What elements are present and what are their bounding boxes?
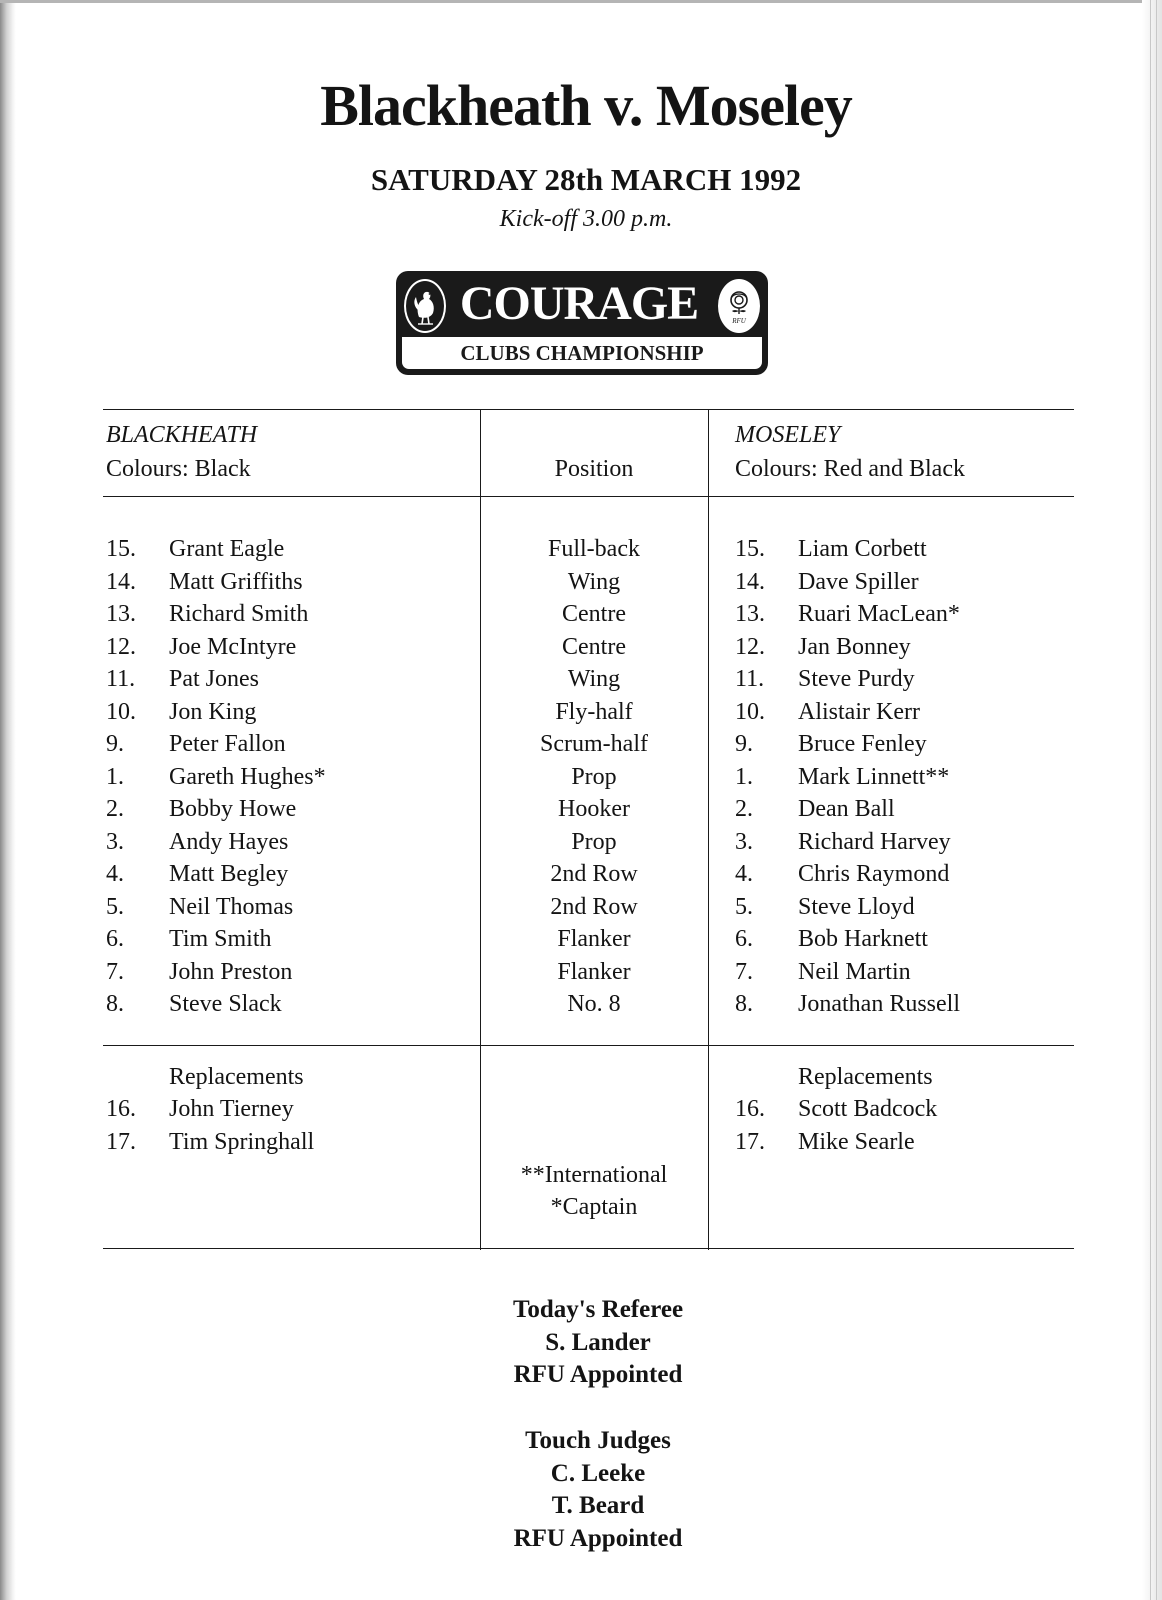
home-player-row [106,891,466,924]
home-player-row [106,761,466,794]
home-player-list [106,533,466,1021]
shirt-number: 17. [735,1128,765,1155]
international-key: **International [520,1162,668,1188]
home-player-row [106,988,466,1021]
position-label: Flanker [557,926,631,952]
shirt-number: 14. [735,568,765,595]
player-name: Neil Martin [798,958,911,985]
player-name: Steve Lloyd [798,893,915,920]
away-player-row [735,533,1065,566]
position-label: Wing [567,666,621,692]
kickoff-time: Kick-off 3.00 p.m. [499,206,673,232]
position-label: Hooker [558,796,630,822]
home-player-row [106,663,466,696]
shirt-number: 9. [106,731,124,757]
shirt-number: 15. [106,536,136,562]
position-label: Prop [571,828,617,855]
home-player-row [106,566,466,599]
player-name: John Preston [169,958,293,985]
away-player-row [735,696,1065,729]
player-name: Joe McIntyre [169,633,297,660]
home-team-name: BLACKHEATH [106,422,258,448]
away-player-row [735,631,1065,664]
position-label: Full-back [548,536,640,562]
player-name: Jon King [169,698,257,725]
touch-judge-1: C. Leeke [550,1459,646,1487]
away-replacement-row [735,1126,1065,1159]
shirt-number: 2. [106,796,124,822]
table-top-rule [103,409,1074,410]
away-replacements-label: Replacements [798,1064,933,1090]
logo-wordmark: COURAGE [459,277,699,330]
courage-championship-logo [396,271,768,375]
position-label: Centre [562,601,626,627]
player-name: Andy Hayes [169,828,289,855]
shirt-number: 6. [735,926,753,952]
away-player-row [735,598,1065,631]
player-name: Bobby Howe [169,796,297,822]
position-label: Centre [562,633,626,660]
away-player-row [735,891,1065,924]
player-name: Peter Fallon [169,731,286,757]
shirt-number: 10. [106,698,136,725]
position-label: Prop [571,763,617,790]
shirt-number: 7. [106,958,124,985]
player-name: Liam Corbett [798,536,927,562]
home-player-row [106,956,466,989]
home-player-row [106,696,466,729]
position-label: Scrum-half [540,731,648,757]
player-name: Neil Thomas [169,893,294,920]
shirt-number: 15. [735,536,765,562]
player-name: Steve Slack [169,991,282,1017]
away-player-row [735,761,1065,794]
player-name: Dean Ball [798,796,895,822]
touch-judges-heading: Touch Judges [525,1427,671,1454]
touch-judges-note: RFU Appointed [513,1524,683,1552]
home-replacement-row [106,1126,466,1159]
shirt-number: 17. [106,1128,136,1155]
shirt-number: 3. [735,828,753,855]
player-name: Grant Eagle [169,536,285,562]
referee-note: RFU Appointed [513,1361,683,1388]
table-replacements-rule [103,1045,1074,1046]
player-name: Matt Griffiths [169,568,303,595]
shirt-number: 8. [735,991,753,1017]
home-player-row [106,598,466,631]
away-player-row [735,956,1065,989]
player-name: Matt Begley [169,861,289,887]
shirt-number: 12. [106,633,136,660]
player-name: Jan Bonney [798,633,911,660]
referee-heading: Today's Referee [512,1296,684,1323]
shirt-number: 12. [735,633,765,660]
shirt-number: 4. [106,861,124,887]
touch-judges-block [0,1425,1162,1555]
player-name: Jonathan Russell [798,991,960,1017]
away-player-row [735,923,1065,956]
player-name: Richard Smith [169,601,309,627]
position-header: Position [554,456,634,482]
player-name: Alistair Kerr [798,698,920,725]
referee-name: S. Lander [545,1328,651,1356]
home-player-row [106,533,466,566]
shirt-number: 3. [106,828,124,855]
position-label: No. 8 [567,991,621,1017]
referee-block [0,1294,1162,1392]
shirt-number: 6. [106,926,124,952]
player-name: Bob Harknett [798,926,928,952]
page-top-edge [0,0,1162,3]
away-replacement-row [735,1093,1065,1126]
home-player-row [106,631,466,664]
shirt-number: 4. [735,861,753,887]
away-player-row [735,793,1065,826]
home-player-row [106,858,466,891]
table-divider-right [708,409,709,1250]
rose-icon [718,279,760,333]
shirt-number: 11. [735,666,765,692]
position-label: 2nd Row [550,861,638,887]
shirt-number: 16. [735,1096,765,1122]
player-name: Richard Harvey [798,828,951,855]
away-player-row [735,988,1065,1021]
player-name: Tim Smith [169,926,272,952]
shirt-number: 8. [106,991,124,1017]
player-name: Tim Springhall [169,1128,315,1155]
shirt-number: 13. [735,601,765,627]
player-name: Bruce Fenley [798,731,927,757]
shirt-number: 5. [735,893,753,920]
away-player-row [735,858,1065,891]
away-replacements-list [735,1093,1065,1158]
match-date: SATURDAY 28th MARCH 1992 [370,162,802,197]
shirt-number: 7. [735,958,753,985]
shirt-number: 2. [735,796,753,822]
player-name: Mike Searle [798,1128,915,1155]
home-replacements-label: Replacements [169,1064,304,1090]
away-player-row [735,566,1065,599]
home-player-row [106,826,466,859]
captain-key: *Captain [550,1194,638,1220]
shirt-number: 9. [735,731,753,757]
player-name: Steve Purdy [798,666,915,692]
player-name: Ruari MacLean* [798,601,960,627]
player-name: Mark Linnett** [798,763,950,790]
touch-judge-2: T. Beard [551,1492,645,1519]
home-team-colours: Colours: Black [106,456,251,482]
position-label: 2nd Row [550,893,638,920]
shirt-number: 1. [106,763,124,790]
away-player-list [735,533,1065,1021]
player-name: Scott Badcock [798,1096,938,1122]
match-title: Blackheath v. Moseley [320,73,852,138]
position-label: Flanker [557,958,631,985]
home-replacements-list [106,1093,466,1158]
shirt-number: 11. [106,666,136,692]
cockerel-icon [404,279,446,333]
shirt-number: 13. [106,601,136,627]
player-name: Pat Jones [169,666,259,692]
shirt-number: 1. [735,763,753,790]
rfu-badge-text: RFU [732,317,746,325]
shirt-number: 5. [106,893,124,920]
player-name: Gareth Hughes* [169,763,326,790]
away-team-colours: Colours: Red and Black [735,456,965,482]
away-player-row [735,663,1065,696]
position-label: Wing [567,568,621,595]
player-name: Dave Spiller [798,568,919,595]
player-name: Chris Raymond [798,861,950,887]
shirt-number: 16. [106,1096,136,1122]
away-team-name: MOSELEY [735,422,841,448]
position-label: Fly-half [555,698,633,725]
logo-subtitle: CLUBS CHAMPIONSHIP [402,337,762,369]
home-replacement-row [106,1093,466,1126]
away-player-row [735,826,1065,859]
home-player-row [106,793,466,826]
home-player-row [106,923,466,956]
position-list [481,533,707,1021]
away-player-row [735,728,1065,761]
shirt-number: 10. [735,698,765,725]
home-player-row [106,728,466,761]
table-bottom-rule [103,1248,1074,1249]
shirt-number: 14. [106,568,136,595]
player-name: John Tierney [169,1096,294,1122]
table-header-rule [103,496,1074,497]
